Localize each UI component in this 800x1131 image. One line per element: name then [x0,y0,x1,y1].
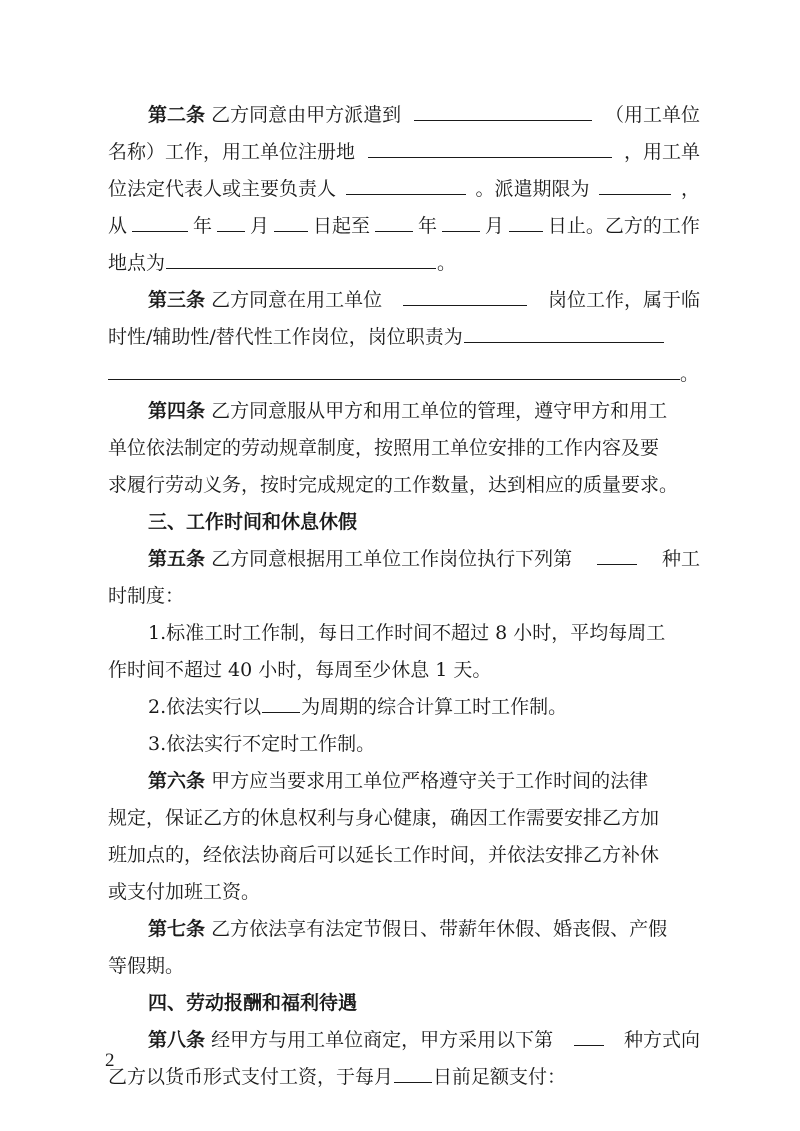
art5-line2: 时制度： [108,585,185,607]
art2-text: 年 [417,215,437,237]
art2-text: ，用工单 [623,141,700,163]
art2-line4 [108,209,700,243]
art3-text: 。 [680,363,700,385]
art8-title: 第八条 [148,1029,206,1051]
art5-line1 [148,542,700,576]
art2-line5 [108,246,700,280]
art6-title: 第六条 [148,770,206,792]
art2-text: 从 [108,215,128,237]
art5-item3: 3.依法实行不定时工作制。 [148,733,376,755]
art4-line2: 单位依法制定的劳动规章制度，按照用工单位安排的工作内容及要 [108,437,660,459]
art3-line2 [108,320,700,354]
start-day-blank[interactable] [274,209,308,232]
art2-text: ， [680,178,700,200]
employer-name-blank[interactable] [414,98,592,121]
art2-text: 地点为 [108,252,166,274]
art3-title: 第三条 [148,289,206,311]
end-day-blank[interactable] [509,209,543,232]
end-month-blank[interactable] [442,209,480,232]
art5-text: 种工 [661,548,700,570]
job-duties-blank[interactable] [464,320,664,343]
art2-text: 。 [437,252,457,274]
art8-text: 经甲方与用工单位商定，甲方采用以下第 [211,1029,554,1051]
workplace-blank[interactable] [166,246,436,269]
end-year-blank[interactable] [375,209,413,232]
job-duties-blank-continued[interactable] [108,357,680,380]
art5-text: 为周期的综合计算工时工作制。 [301,696,568,718]
art2-line2 [108,135,700,169]
art6-line3: 班加点的，经依法协商后可以延长工作时间，并依法安排乙方补休 [108,844,660,866]
art2-text: 名称）工作，用工单位注册地 [108,141,356,163]
dispatch-period-blank[interactable] [599,172,671,195]
pay-day-blank[interactable] [394,1060,432,1083]
art2-text: 月 [249,215,269,237]
registered-address-blank[interactable] [368,135,612,158]
art2-line3 [108,172,700,206]
art6-line4: 或支付加班工资。 [108,881,261,903]
art3-line3 [108,357,700,391]
art2-text: 。派遣期限为 [475,178,590,200]
art6-text: 甲方应当要求用工单位严格遵守关于工作时间的法律 [211,770,649,792]
art4-text: 乙方同意服从甲方和用工单位的管理，遵守甲方和用工 [211,400,668,422]
art8-line2 [108,1060,700,1094]
art5-text: 2.依法实行以 [148,696,262,718]
art8-line1 [148,1023,700,1057]
section-heading-work-hours: 三、工作时间和休息休假 [148,511,358,533]
art2-text: 年 [192,215,212,237]
art2-text: 月 [484,215,504,237]
art5-text: 乙方同意根据用工单位工作岗位执行下列第 [211,548,573,570]
art3-text: 岗位工作，属于临 [547,289,700,311]
art2-title: 第二条 [148,104,206,126]
art6-line2: 规定，保证乙方的休息权利与身心健康，确因工作需要安排乙方加 [108,807,660,829]
art7-line2: 等假期。 [108,955,185,977]
position-blank[interactable] [403,283,527,306]
art2-text: 位法定代表人或主要负责人 [108,178,337,200]
art7-line1 [148,912,700,946]
start-month-blank[interactable] [217,209,245,232]
art5-item1-line1: 1.标准工时工作制，每日工作时间不超过 8 小时，平均每周工 [148,622,666,644]
art5-item2 [148,690,700,724]
art8-text: 日前足额支付： [433,1066,567,1088]
art7-title: 第七条 [148,918,206,940]
art2-text: 乙方同意由甲方派遣到 [211,104,402,126]
art7-text: 乙方依法享有法定节假日、带薪年休假、婚丧假、产假 [211,918,668,940]
art8-text: 种方式向 [623,1029,700,1051]
art5-title: 第五条 [148,548,206,570]
legal-representative-blank[interactable] [346,172,466,195]
payment-method-blank[interactable] [574,1023,604,1046]
start-year-blank[interactable] [132,209,188,232]
art4-title: 第四条 [148,400,206,422]
art2-text: 日止。乙方的工作 [547,215,700,237]
art3-line1 [148,283,700,317]
art2-text: 日起至 [312,215,370,237]
art6-line1 [148,764,700,798]
art4-line1 [148,394,700,428]
section-heading-compensation: 四、劳动报酬和福利待遇 [148,992,358,1014]
art2-line1 [148,98,700,132]
cycle-period-blank[interactable] [262,690,300,713]
work-hours-system-blank[interactable] [597,542,637,565]
art4-line3: 求履行劳动义务，按时完成规定的工作数量，达到相应的质量要求。 [108,474,679,496]
art8-text: 乙方以货币形式支付工资，于每月 [108,1066,394,1088]
art3-text: 乙方同意在用工单位 [211,289,383,311]
art3-text: 时性/辅助性/替代性工作岗位，岗位职责为 [108,326,463,348]
page-number: 2 [105,1050,115,1071]
art2-text: （用工单位 [604,104,700,126]
art5-item1-line2: 作时间不超过 40 小时，每周至少休息 1 天。 [108,659,492,681]
